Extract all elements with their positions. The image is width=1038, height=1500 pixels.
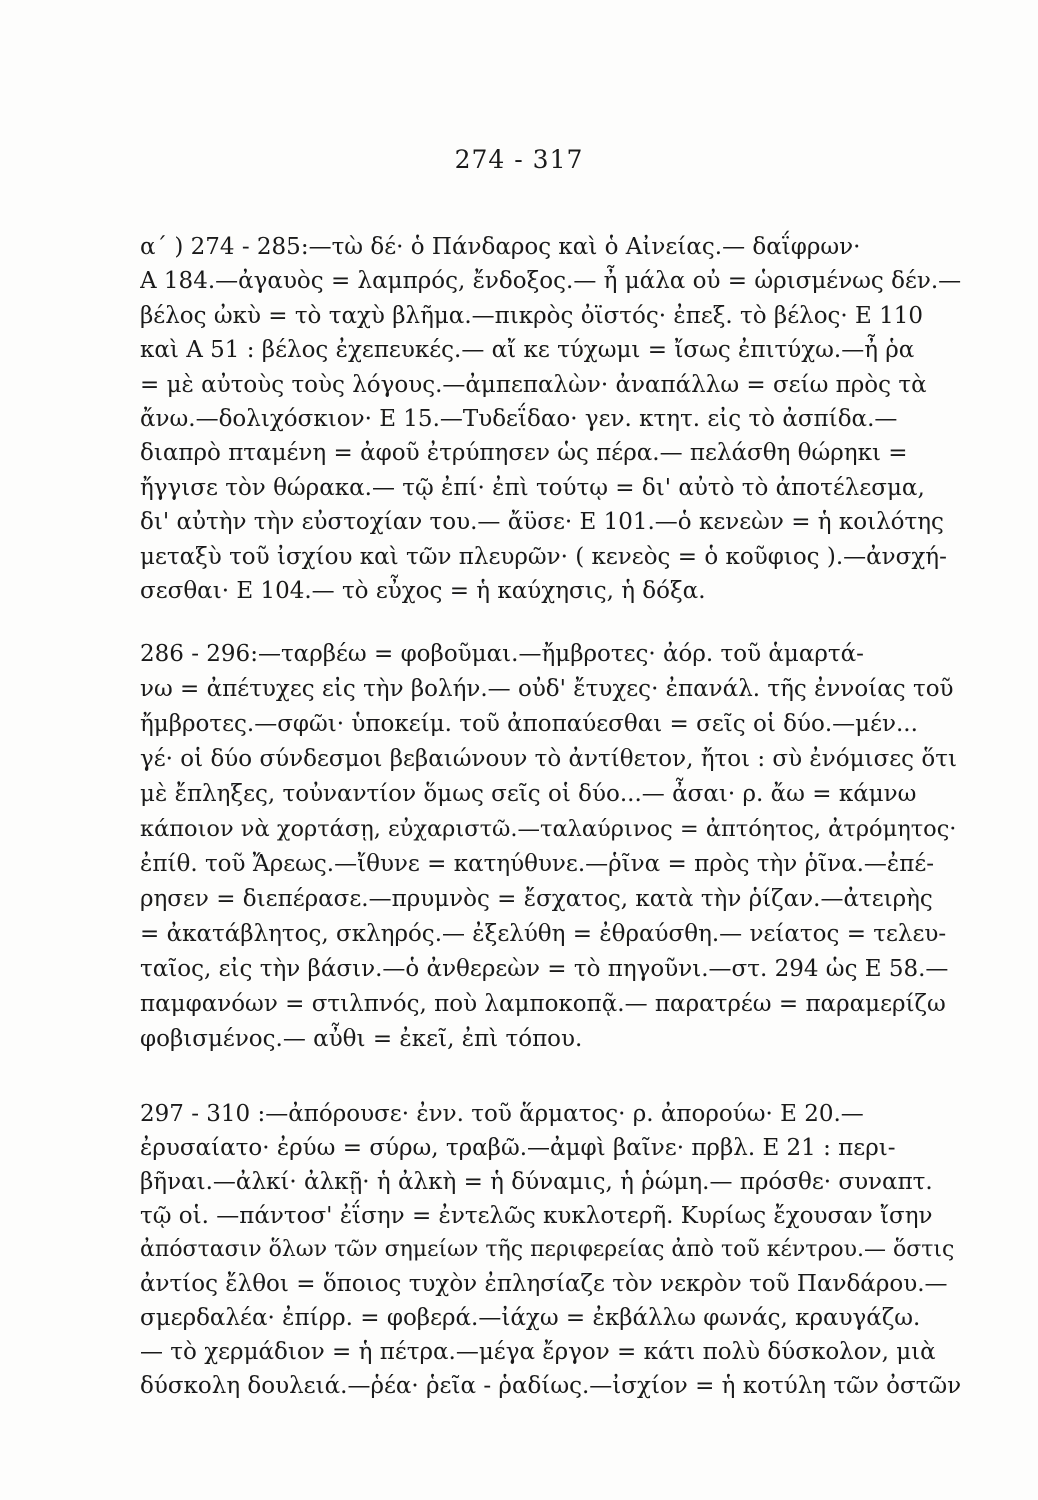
text-line: δι' αὐτὴν τὴν εὐστοχίαν του.— ἄϋσε· Ε 101.—ὁ κενεὼν = ἡ κοιλότης	[140, 509, 944, 536]
text-line: τῷ οἱ. —πάντοσ' ἐΐσην = ἐντελῶς κυκλοτερῆ. Κυρίως ἔχουσαν ἴσην	[140, 1203, 933, 1229]
page-header: 274 - 317	[454, 145, 584, 174]
text-line: δύσκολη δουλειά.—ῥέα· ῥεῖα - ῥαδίως.—ἰσχίον = ἡ κοτύλη τῶν ὀστῶν	[140, 1373, 962, 1399]
text-line: ἀπόστασιν ὅλων τῶν σημείων τῆς περιφερείας ἀπὸ τοῦ κέντρου.— ὅστις	[140, 1237, 955, 1262]
text-line: 297 - 310 :—ἀπόρουσε· ἐνν. τοῦ ἅρματος· ρ. ἀπορούω· Ε 20.—	[140, 1101, 864, 1127]
text-line: = ἀκατάβλητος, σκληρός.— ἐξελύθη = ἐθραύσθη.— νείατος = τελευ-	[140, 921, 947, 947]
text-line: βῆναι.—ἀλκί· ἀλκῇ· ἡ ἀλκὴ = ἡ δύναμις, ἡ ῥώμη.— πρόσθε· συναπτ.	[140, 1169, 933, 1195]
text-line: = μὲ αὐτοὺς τοὺς λόγους.—ἀμπεπαλὼν· ἀναπάλλω = σείω πρὸς τὰ	[140, 371, 927, 398]
text-line: ρησεν = διεπέρασε.—πρυμνὸς = ἔσχατος, κατὰ τὴν ῥίζαν.—ἀτειρὴς	[140, 886, 933, 912]
text-line: α΄ ) 274 - 285:—τὼ δέ· ὁ Πάνδαρος καὶ ὁ Αἰνείας.— δαΐφρων·	[140, 234, 861, 260]
commentary-section-274-285	[140, 230, 966, 608]
text-line: παμφανόων = στιλπνός, ποὺ λαμποκοπᾷ.— παρατρέω = παραμερίζω	[140, 991, 946, 1017]
text-line: καὶ Α 51 : βέλος ἐχεπευκές.— αἴ κε τύχωμι = ἴσως ἐπιτύχω.—ἦ ῥα	[140, 337, 915, 364]
text-line: κάποιον νὰ χορτάσῃ, εὐχαριστῶ.—ταλαύρινος = ἀπτόητος, ἀτρόμητος·	[140, 816, 957, 842]
text-line: νω = ἀπέτυχες εἰς τὴν βολήν.— οὐδ' ἔτυχες· ἐπανάλ. τῆς ἐννοίας τοῦ	[140, 676, 954, 702]
text-line: ἤγγισε τὸν θώρακα.— τῷ ἐπί· ἐπὶ τούτῳ = δι' αὐτὸ τὸ ἀποτέλεσμα,	[140, 474, 925, 501]
text-line: φοβισμένος.— αὖθι = ἐκεῖ, ἐπὶ τόπου.	[140, 1026, 583, 1052]
text-line: ἀντίος ἔλθοι = ὅποιος τυχὸν ἐπλησίαζε τὸν νεκρὸν τοῦ Πανδάρου.—	[140, 1271, 948, 1297]
text-line: γέ· οἱ δύο σύνδεσμοι βεβαιώνουν τὸ ἀντίθετον, ἤτοι : σὺ ἐνόμισες ὅτι	[140, 746, 957, 772]
text-line: μεταξὺ τοῦ ἰσχίου καὶ τῶν πλευρῶν· ( κενεὸς = ὁ κοῦφιος ).—ἀνσχή-	[140, 543, 947, 570]
commentary-section-297-310	[140, 1097, 966, 1403]
text-line: διαπρὸ πταμένη = ἀφοῦ ἐτρύπησεν ὡς πέρα.— πελάσθη θώρηκι =	[140, 440, 908, 467]
text-line: ἐπίθ. τοῦ Ἄρεως.—ἴθυνε = κατηύθυνε.—ῥῖνα = πρὸς τὴν ῥῖνα.—ἐπέ-	[140, 851, 935, 877]
text-line: ἐρυσαίατο· ἐρύω = σύρω, τραβῶ.—ἀμφὶ βαῖνε· πρβλ. Ε 21 : περι-	[140, 1135, 896, 1161]
text-line: ἤμβροτες.—σφῶι· ὑποκείμ. τοῦ ἀποπαύεσθαι = σεῖς οἱ δύο.—μέν...	[140, 711, 918, 737]
text-line: ἄνω.—δολιχόσκιον· Ε 15.—Τυδεΐδαο· γεν. κτητ. εἰς τὸ ἀσπίδα.—	[140, 405, 898, 432]
commentary-section-286-296	[140, 637, 966, 1057]
text-line: μὲ ἔπληξες, τοὐναντίον ὅμως σεῖς οἱ δύο...— ἆσαι· ρ. ἄω = κάμνω	[140, 781, 917, 807]
text-line: βέλος ὠκὺ = τὸ ταχὺ βλῆμα.—πικρὸς ὀϊστός· ἐπεξ. τὸ βέλος· Ε 110	[140, 302, 924, 329]
text-line: σμερδαλέα· ἐπίρρ. = φοβερά.—ἰάχω = ἐκβάλλω φωνάς, κραυγάζω.	[140, 1305, 921, 1331]
text-line: 286 - 296:—ταρβέω = φοβοῦμαι.—ἤμβροτες· ἀόρ. τοῦ ἁμαρτά-	[140, 641, 864, 667]
text-line: ταῖος, εἰς τὴν βάσιν.—ὁ ἀνθερεὼν = τὸ πηγοῦνι.—στ. 294 ὡς Ε 58.—	[140, 956, 949, 982]
text-line: σεσθαι· Ε 104.— τὸ εὖχος = ἡ καύχησις, ἡ δόξα.	[140, 577, 706, 604]
text-line: — τὸ χερμάδιον = ἡ πέτρα.—μέγα ἔργον = κάτι πολὺ δύσκολον, μιὰ	[140, 1339, 936, 1365]
text-line: Α 184.—ἀγαυὸς = λαμπρός, ἔνδοξος.— ἦ μάλα οὐ = ὡρισμένως δέν.—	[140, 268, 962, 295]
